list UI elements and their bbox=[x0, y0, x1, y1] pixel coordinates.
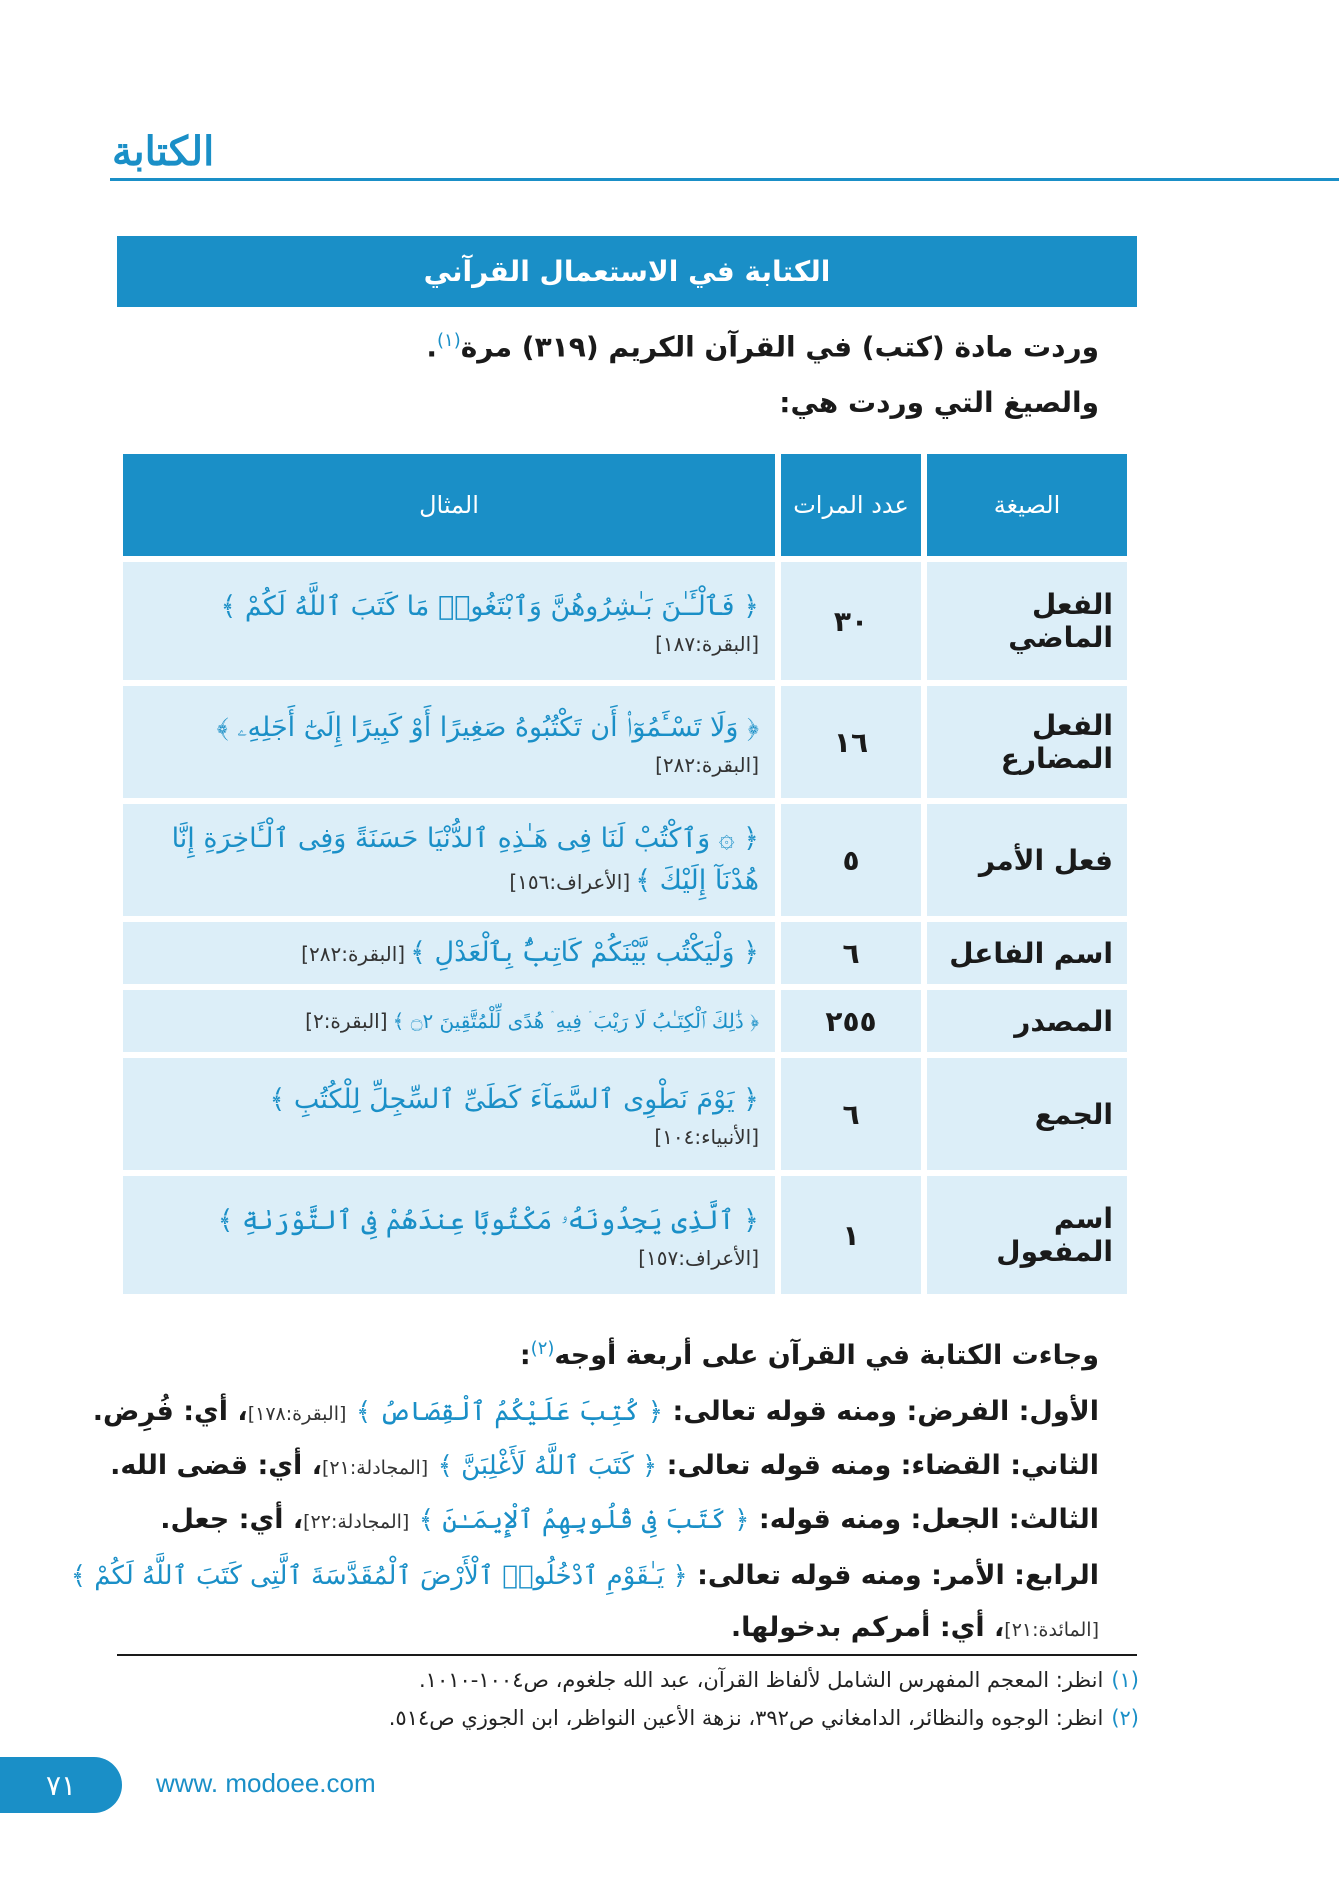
intro-line-1-period: . bbox=[426, 330, 438, 364]
verse-text: ﴿ ٱلَّذِى يَجِدُونَهُۥ مَكْتُوبًا عِندَهُمْ فِى ٱلتَّوْرَىٰةِ ﴾ bbox=[217, 1205, 759, 1237]
aspect-verse: ﴿ يَـٰقَوْمِ ٱدْخُلُوا۟ ٱلْأَرْضَ ٱلْمُقَدَّسَةَ ٱلَّتِى كَتَبَ ٱللَّهُ لَكُمْ ﴾ bbox=[70, 1561, 688, 1591]
verse-text: ﴿ فَٱلْـَٔـٰنَ بَـٰشِرُوهُنَّ وَٱبْتَغُوا۟ مَا كَتَبَ ٱللَّهُ لَكُمْ ﴾ bbox=[220, 591, 759, 623]
aspect-reference: [المجادلة:٢٢] bbox=[303, 1511, 410, 1533]
verse-reference: [الأعراف:١٥٦] bbox=[509, 870, 631, 894]
form-cell: المصدر bbox=[927, 990, 1127, 1052]
table-row bbox=[123, 922, 1127, 984]
count-cell: ٣٠ bbox=[781, 562, 921, 680]
page-number-tab bbox=[0, 1757, 122, 1813]
verse-reference: [الأعراف:١٥٧] bbox=[638, 1245, 759, 1270]
aspect-meaning: ، أي: جعل. bbox=[160, 1504, 304, 1535]
footnote-text: انظر: المعجم المفهرس الشامل لألفاظ القرآن، عبد الله جلغوم، ص١٠٠٤-١٠١٠. bbox=[418, 1668, 1104, 1692]
section-title: الكتابة في الاستعمال القرآني bbox=[423, 255, 831, 288]
footnote-marker-1[interactable]: (١) bbox=[437, 330, 461, 351]
verse-reference: [البقرة:٢٨٢] bbox=[655, 752, 759, 777]
header-example: المثال bbox=[123, 454, 775, 556]
count-cell: ٦ bbox=[781, 922, 921, 984]
aspect-label: الرابع: الأمر: ومنه قوله تعالى: bbox=[697, 1560, 1099, 1591]
aspect-item bbox=[19, 1556, 1099, 1596]
aspect-verse: ﴿ كَتَبَ فِى قُلُوبِهِمُ ٱلْإِيمَـٰنَ ﴾ bbox=[418, 1505, 750, 1535]
footnote bbox=[139, 1668, 1139, 1692]
form-cell: الفعل الماضي bbox=[927, 562, 1127, 680]
aspect-reference: [المجادلة:٢١] bbox=[321, 1457, 429, 1479]
aspects-intro bbox=[19, 1338, 1099, 1371]
aspect-meaning: ، أي: أمركم بدخولها. bbox=[730, 1612, 1005, 1643]
running-title: الكتابة bbox=[112, 128, 215, 175]
count-cell: ٢٥٥ bbox=[781, 990, 921, 1052]
page-number: ٧١ bbox=[45, 1768, 77, 1802]
intro-line-1-text: وردت مادة (كتب) في القرآن الكريم (٣١٩) مرة bbox=[460, 330, 1099, 364]
example-cell bbox=[123, 562, 775, 680]
intro-line-1 bbox=[179, 330, 1099, 363]
aspect-label: الثالث: الجعل: ومنه قوله: bbox=[758, 1504, 1099, 1535]
verse-text: ﴿ وَلَا تَسْـَٔمُوٓا۟ أَن تَكْتُبُوهُ صَغِيرًا أَوْ كَبِيرًا إِلَىٰٓ أَجَلِهِۦ ﴾ bbox=[216, 712, 759, 744]
footnote-text: انظر: الوجوه والنظائر، الدامغاني ص٣٩٢، نزهة الأعين النواظر، ابن الجوزي ص٥١٤. bbox=[388, 1706, 1104, 1730]
header-rule bbox=[110, 178, 1339, 181]
form-cell: اسم الفاعل bbox=[927, 922, 1127, 984]
aspect-verse: ﴿ كَتَبَ ٱللَّهُ لَأَغْلِبَنَّ ﴾ bbox=[437, 1451, 658, 1481]
footnote-number: (١) bbox=[1111, 1668, 1139, 1692]
table-row bbox=[123, 686, 1127, 798]
aspect-meaning: ، أي: قضى الله. bbox=[110, 1450, 322, 1481]
verse-reference: [الأنبياء:١٠٤] bbox=[654, 1124, 759, 1149]
example-cell bbox=[123, 1176, 775, 1294]
aspect-reference: [المائدة:٢١] bbox=[1004, 1619, 1099, 1641]
aspect-reference: [البقرة:١٧٨] bbox=[247, 1403, 347, 1425]
table-header-row bbox=[123, 454, 1127, 556]
aspect-meaning: ، أي: فُرِض. bbox=[92, 1396, 248, 1427]
section-title-bar bbox=[117, 236, 1137, 307]
verse-reference: [البقرة:١٨٧] bbox=[655, 631, 759, 656]
footnote-number: (٢) bbox=[1111, 1706, 1139, 1730]
form-cell: الجمع bbox=[927, 1058, 1127, 1170]
example-cell bbox=[123, 922, 775, 984]
verse-text: ﴿ ۞ وَٱكْتُبْ لَنَا فِى هَـٰذِهِ ٱلدُّنْيَا حَسَنَةً وَفِى ٱلْـَٔاخِرَةِ إِنَّا هُدْنَآ إِلَيْكَ ﴾ bbox=[171, 823, 759, 896]
intro-line-2: والصيغ التي وردت هي: bbox=[779, 386, 1099, 419]
table-row bbox=[123, 1058, 1127, 1170]
form-cell: اسم المفعول bbox=[927, 1176, 1127, 1294]
aspect-item bbox=[19, 1392, 1099, 1432]
verse-text: ﴿ وَلْيَكْتُب بَّيْنَكُمْ كَاتِبٌۢ بِٱلْعَدْلِ ﴾ bbox=[410, 937, 759, 969]
table-row bbox=[123, 990, 1127, 1052]
table-row bbox=[123, 1176, 1127, 1294]
count-cell: ٦ bbox=[781, 1058, 921, 1170]
form-cell: الفعل المضارع bbox=[927, 686, 1127, 798]
aspect-item bbox=[19, 1446, 1099, 1486]
count-cell: ١٦ bbox=[781, 686, 921, 798]
example-cell bbox=[123, 1058, 775, 1170]
table-row bbox=[123, 562, 1127, 680]
verse-reference: [البقرة:٢٨٢] bbox=[301, 942, 406, 967]
aspects-intro-colon: : bbox=[519, 1340, 531, 1371]
example-cell bbox=[123, 804, 775, 916]
verse-text: ﴿ ذَٰلِكَ ٱلْكِتَـٰبُ لَا رَيْبَ ۛ فِيهِ ۛ هُدًى لِّلْمُتَّقِينَ ۝٢ ﴾ bbox=[392, 1008, 759, 1033]
example-cell bbox=[123, 686, 775, 798]
forms-table bbox=[117, 448, 1133, 1286]
aspect-verse: ﴿ كُتِبَ عَلَيْكُمُ ٱلْقِصَاصُ ﴾ bbox=[355, 1397, 664, 1427]
verse-text: ﴿ يَوْمَ نَطْوِى ٱلسَّمَآءَ كَطَىِّ ٱلسِّجِلِّ لِلْكُتُبِ ﴾ bbox=[269, 1084, 759, 1116]
header-form: الصيغة bbox=[927, 454, 1127, 556]
aspect-continuation bbox=[19, 1612, 1099, 1643]
aspect-label: الأول: الفرض: ومنه قوله تعالى: bbox=[672, 1396, 1099, 1427]
verse-reference: [البقرة:٢] bbox=[305, 1008, 388, 1033]
footnote bbox=[139, 1706, 1139, 1730]
site-url-link[interactable]: www. modoee.com bbox=[156, 1768, 376, 1798]
example-cell bbox=[123, 990, 775, 1052]
count-cell: ٥ bbox=[781, 804, 921, 916]
form-cell: فعل الأمر bbox=[927, 804, 1127, 916]
count-cell: ١ bbox=[781, 1176, 921, 1294]
footnote-marker-2[interactable]: (٢) bbox=[530, 1338, 555, 1359]
aspect-label: الثاني: القضاء: ومنه قوله تعالى: bbox=[666, 1450, 1099, 1481]
table-row bbox=[123, 804, 1127, 916]
footnote-separator bbox=[117, 1654, 1137, 1656]
aspect-item bbox=[19, 1500, 1099, 1540]
aspects-intro-text: وجاءت الكتابة في القرآن على أربعة أوجه bbox=[554, 1340, 1099, 1371]
header-count: عدد المرات bbox=[781, 454, 921, 556]
